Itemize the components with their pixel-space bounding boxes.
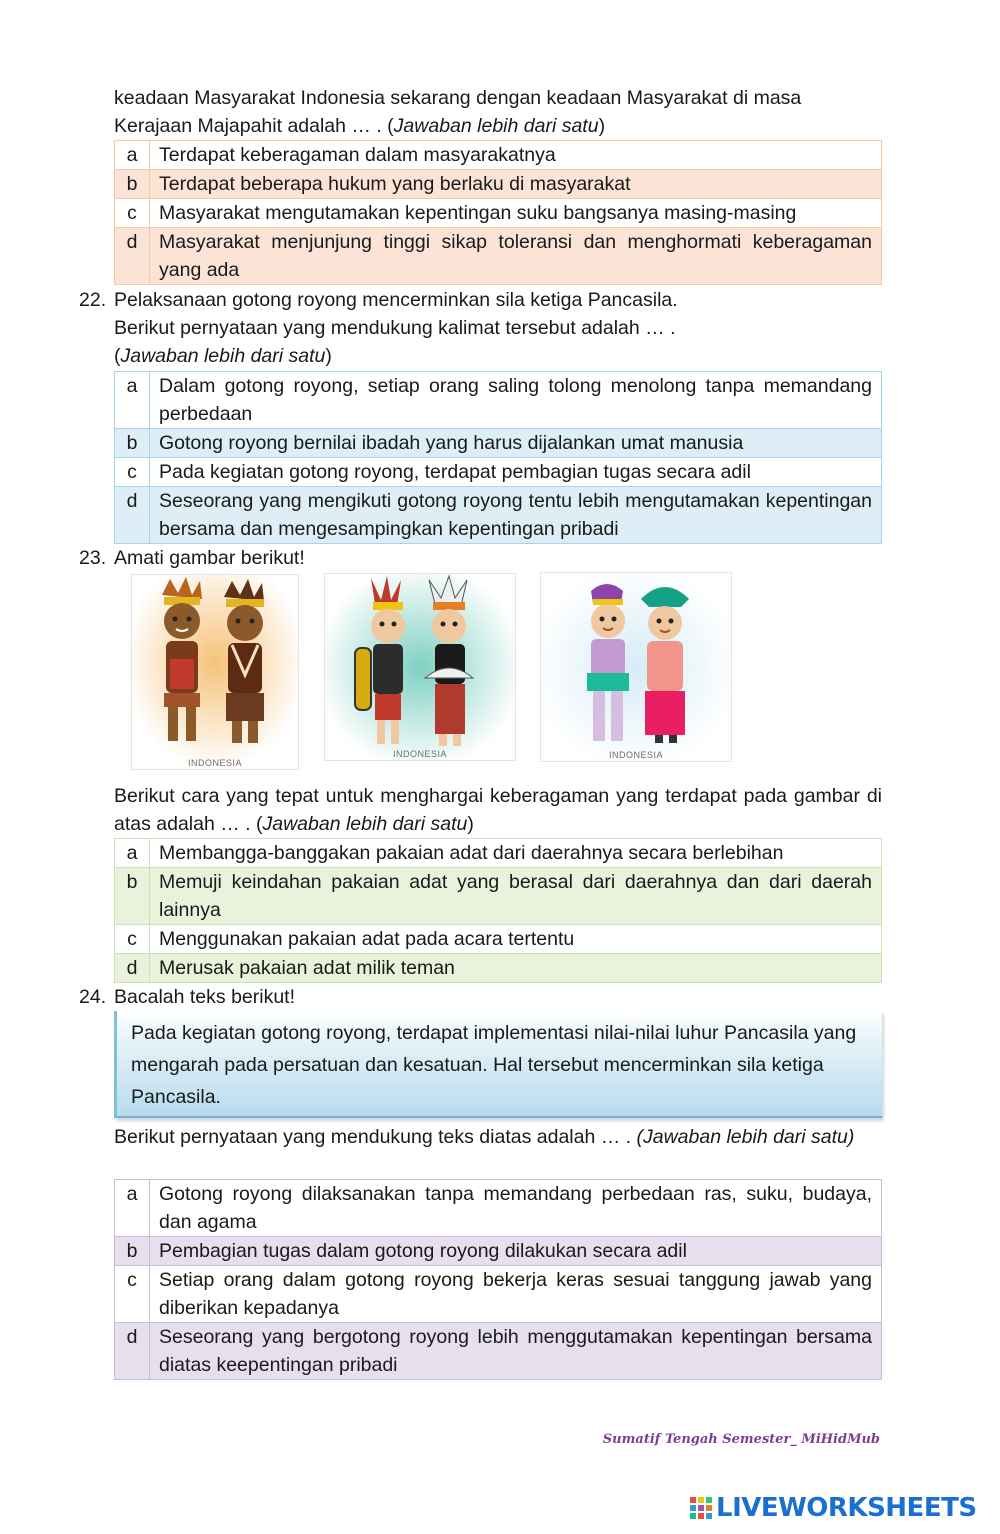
- papua-costume-image: [132, 575, 298, 769]
- q21-options: [114, 140, 882, 285]
- liveworksheets-brand[interactable]: [690, 1492, 977, 1524]
- q24-number: 24.: [79, 986, 107, 1008]
- dayak-costume-image: [325, 574, 515, 760]
- q22-option-a[interactable]: [115, 372, 882, 429]
- q21-stem-line1: keadaan Masyarakat Indonesia sekarang dengan keadaan Masyarakat di masa: [114, 87, 802, 109]
- option-letter: a: [115, 372, 150, 429]
- option-letter: c: [115, 1266, 150, 1323]
- q24-options: [114, 1179, 882, 1380]
- option-text: Dalam gotong royong, setiap orang saling tolong menolong tanpa memandang perbedaan: [150, 372, 882, 429]
- option-letter: b: [115, 1237, 150, 1266]
- option-text: Gotong royong bernilai ibadah yang harus dijalankan umat manusia: [150, 429, 882, 458]
- q21-option-b[interactable]: [115, 170, 882, 199]
- q21-option-a[interactable]: [115, 141, 882, 170]
- option-letter: a: [115, 839, 150, 868]
- q24-line1: Bacalah teks berikut!: [114, 986, 296, 1008]
- footer-caption: Sumatif Tengah Semester_ MiHidMub: [602, 1432, 880, 1447]
- q23-line1: Amati gambar berikut!: [114, 547, 305, 569]
- q22-heading: [79, 286, 678, 314]
- q23-option-d[interactable]: [115, 954, 882, 983]
- q23-option-c[interactable]: [115, 925, 882, 954]
- q22-option-d[interactable]: [115, 487, 882, 544]
- dayak-costume-illustration: [325, 574, 515, 760]
- q22-line1: Pelaksanaan gotong royong mencerminkan sila ketiga Pancasila.: [114, 289, 678, 311]
- option-letter: d: [115, 487, 150, 544]
- liveworksheets-logo-icon: [690, 1497, 712, 1519]
- option-letter: c: [115, 199, 150, 228]
- option-text: Merusak pakaian adat milik teman: [150, 954, 882, 983]
- option-letter: a: [115, 1180, 150, 1237]
- option-letter: d: [115, 228, 150, 285]
- option-text: Gotong royong dilaksanakan tanpa memandang perbedaan ras, suku, budaya, dan agama: [150, 1180, 882, 1237]
- q22-stem: Berikut pernyataan yang mendukung kalimat tersebut adalah … . (Jawaban lebih dari satu): [114, 317, 676, 367]
- q22-option-c[interactable]: [115, 458, 882, 487]
- q23-option-a[interactable]: [115, 839, 882, 868]
- q23-options: [114, 838, 882, 983]
- option-text: Seseorang yang bergotong royong lebih menggutamakan kepentingan bersama diatas keepentingan pribadi: [150, 1323, 882, 1380]
- option-letter: b: [115, 429, 150, 458]
- option-text: Masyarakat menjunjung tinggi sikap toleransi dan menghormati keberagaman yang ada: [150, 228, 882, 285]
- q21-stem: keadaan Masyarakat Indonesia sekarang dengan keadaan Masyarakat di masa Kerajaan Majapahit adalah … . (Jawaban lebih dari satu): [114, 87, 802, 137]
- q24-stem: Berikut pernyataan yang mendukung teks diatas adalah … . (Jawaban lebih dari satu): [114, 1126, 855, 1148]
- brand-wordmark: LIVEWORKSHEETS: [716, 1493, 977, 1523]
- q21-option-d[interactable]: [115, 228, 882, 285]
- option-letter: b: [115, 868, 150, 925]
- image-caption: INDONESIA: [187, 758, 242, 768]
- q24-option-a[interactable]: [115, 1180, 882, 1237]
- q24-option-b[interactable]: [115, 1237, 882, 1266]
- option-text: Pada kegiatan gotong royong, terdapat pembagian tugas secara adil: [150, 458, 882, 487]
- q24-reading-text: Pada kegiatan gotong royong, terdapat implementasi nilai-nilai luhur Pancasila yang mengarah pada persatuan dan kesatuan. Hal tersebut mencerminkan sila ketiga Pancasila.: [114, 1011, 882, 1118]
- image-caption: INDONESIA: [608, 750, 663, 760]
- option-text: Terdapat beberapa hukum yang berlaku di masyarakat: [150, 170, 882, 199]
- option-letter: c: [115, 925, 150, 954]
- q24-heading: [79, 983, 295, 1011]
- option-text: Menggunakan pakaian adat pada acara tertentu: [150, 925, 882, 954]
- option-text: Masyarakat mengutamakan kepentingan suku bangsanya masing-masing: [150, 199, 882, 228]
- option-text: Memuji keindahan pakaian adat yang berasal dari daerahnya dan dari daerah lainnya: [150, 868, 882, 925]
- q22-options: [114, 371, 882, 544]
- option-letter: d: [115, 954, 150, 983]
- q21-option-c[interactable]: [115, 199, 882, 228]
- q23-option-b[interactable]: [115, 868, 882, 925]
- option-text: Terdapat keberagaman dalam masyarakatnya: [150, 141, 882, 170]
- sumatra-costume-illustration: [541, 573, 731, 761]
- option-letter: a: [115, 141, 150, 170]
- option-letter: b: [115, 170, 150, 199]
- option-text: Seseorang yang mengikuti gotong royong tentu lebih mengutamakan kepentingan bersama dan mengesampingkan kepentingan pribadi: [150, 487, 882, 544]
- sumatra-costume-image: [541, 573, 731, 761]
- image-caption: INDONESIA: [392, 749, 447, 759]
- option-text: Setiap orang dalam gotong royong bekerja keras sesuai tanggung jawab yang diberikan kepadanya: [150, 1266, 882, 1323]
- q24-option-d[interactable]: [115, 1323, 882, 1380]
- q22-number: 22.: [79, 289, 107, 311]
- option-letter: c: [115, 458, 150, 487]
- q24-option-c[interactable]: [115, 1266, 882, 1323]
- option-text: Membangga-banggakan pakaian adat dari daerahnya secara berlebihan: [150, 839, 882, 868]
- q23-stem: Berikut cara yang tepat untuk menghargai keberagaman yang terdapat pada gambar di atas adalah … . (Jawaban lebih dari satu): [114, 785, 882, 835]
- option-text: Pembagian tugas dalam gotong royong dilakukan secara adil: [150, 1237, 882, 1266]
- papua-costume-illustration: [132, 575, 298, 769]
- option-letter: d: [115, 1323, 150, 1380]
- q23-heading: [79, 544, 305, 572]
- q23-number: 23.: [79, 547, 107, 569]
- q22-option-b[interactable]: [115, 429, 882, 458]
